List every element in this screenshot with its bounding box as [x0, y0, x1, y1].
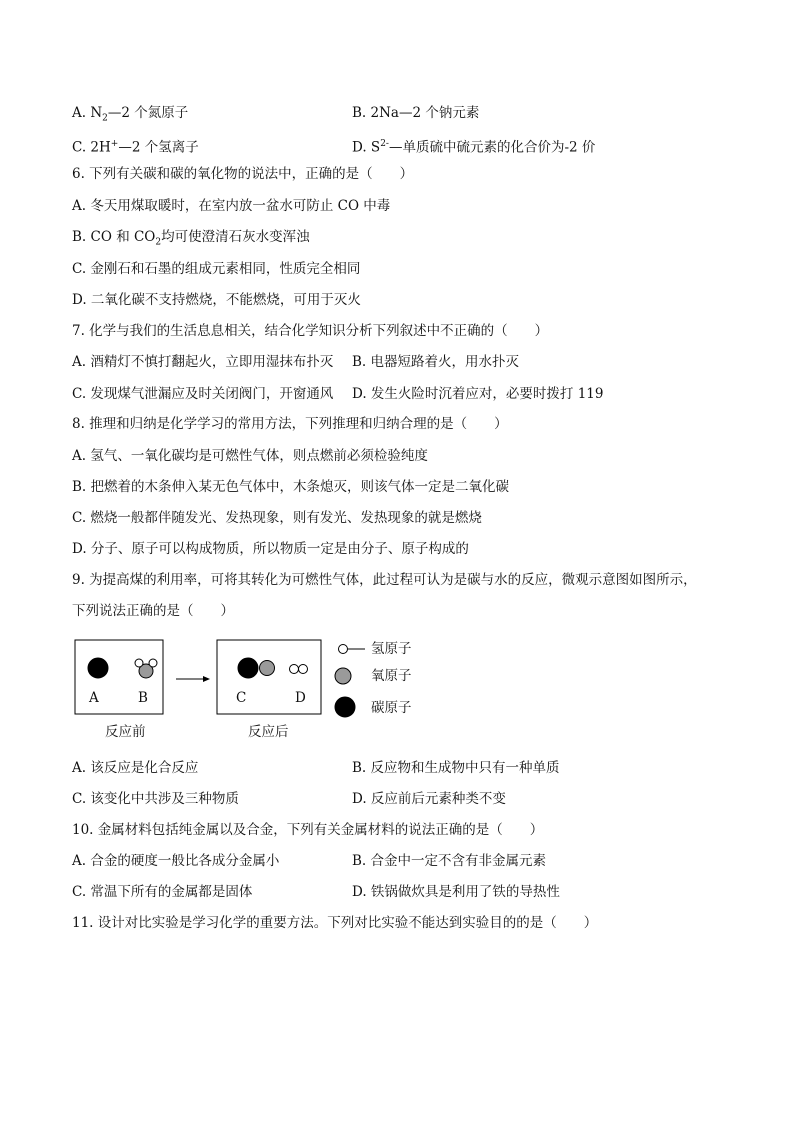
carbon-atom-a: [88, 658, 108, 678]
label-b: B: [138, 690, 148, 706]
legend-hydrogen-label: 氢原子: [371, 641, 412, 657]
hydrogen-atom-b1: [135, 659, 143, 667]
q9-option-b: B. 反应物和生成物中只有一种单质: [352, 760, 560, 776]
q9-option-a: A. 该反应是化合反应: [72, 760, 199, 776]
q5-option-d: D. $S^{2-}—$单质硫中硫元素的化合价为-2 价: [352, 139, 596, 156]
q7-option-a: A. 酒精灯不慎打翻起火，立即用湿抹布扑灭: [72, 354, 334, 370]
q8-option-a: A. 氢气、一氧化碳均是可燃性气体，则点燃前必须检验纯度: [72, 448, 428, 464]
q9-option-d: D. 反应前后元素种类不变: [352, 791, 506, 807]
q5-option-c: C. 2H+—2 个氢离子: [72, 139, 199, 156]
q10-option-a: A. 合金的硬度一般比各成分金属小: [72, 853, 280, 869]
q10-option-c: C. 常温下所有的金属都是固体: [72, 884, 253, 900]
legend-hydrogen-symbol: [339, 645, 348, 654]
caption-after: 反应后: [248, 724, 289, 740]
legend-oxygen-label: 氧原子: [371, 668, 412, 684]
q5-option-b: B. 2Na—2 个钠元素: [352, 105, 480, 121]
q6-stem: 6. 下列有关碳和碳的氧化物的说法中，正确的是（ ）: [72, 166, 414, 182]
q11-stem: 11. 设计对比实验是学习化学的重要方法。下列对比实验不能达到实验目的的是（ ）: [72, 915, 598, 931]
oxygen-atom-c: [260, 661, 275, 676]
label-c: C: [236, 690, 247, 706]
q8-stem: 8. 推理和归纳是化学学习的常用方法，下列推理和归纳合理的是（ ）: [72, 416, 508, 432]
q10-option-b: B. 合金中一定不含有非金属元素: [352, 853, 547, 869]
hydrogen-atom-d1: [290, 665, 299, 674]
q8-option-b: B. 把燃着的木条伸入某无色气体中，木条熄灭，则该气体一定是二氧化碳: [72, 479, 510, 495]
q9-option-c: C. 该变化中共涉及三种物质: [72, 791, 239, 807]
label-d: D: [295, 690, 306, 706]
q9-stem-line1: 9. 为提高煤的利用率，可将其转化为可燃性气体，此过程可认为是碳与水的反应，微观示意图如图所示，: [72, 572, 697, 588]
hydrogen-atom-d2: [299, 665, 308, 674]
q6-option-d: D. 二氧化碳不支持燃烧，不能燃烧，可用于灭火: [72, 292, 361, 308]
q7-option-b: B. 电器短路着火，用水扑灭: [352, 354, 520, 370]
caption-before: 反应前: [105, 724, 146, 740]
q10-option-d: D. 铁锅做炊具是利用了铁的导热性: [352, 884, 560, 900]
q7-stem: 7. 化学与我们的生活息息相关，结合化学知识分析下列叙述中不正确的（ ）: [72, 323, 549, 339]
q6-option-a: A. 冬天用煤取暖时，在室内放一盆水可防止 CO 中毒: [72, 198, 391, 214]
legend-carbon-label: 碳原子: [371, 700, 412, 716]
carbon-atom-c: [238, 658, 258, 678]
q6-option-c: C. 金刚石和石墨的组成元素相同，性质完全相同: [72, 261, 361, 277]
hydrogen-atom-b2: [149, 659, 157, 667]
reaction-arrow-head: [203, 676, 210, 682]
q6-option-b: B. CO 和 $CO_2$均可使澄清石灰水变浑浊: [72, 229, 310, 248]
q8-option-c: C. 燃烧一般都伴随发光、发热现象，则有发光、发热现象的就是燃烧: [72, 510, 482, 526]
q5-option-a: A. $N_2—2$ 个氮原子: [72, 105, 189, 124]
q7-option-c: C. 发现煤气泄漏应及时关闭阀门，开窗通风: [72, 386, 334, 402]
q10-stem: 10. 金属材料包括纯金属以及合金，下列有关金属材料的说法正确的是（ ）: [72, 822, 544, 838]
q7-option-d: D. 发生火险时沉着应对，必要时拨打 119: [352, 386, 604, 402]
q9-stem-line2: 下列说法正确的是（ ）: [72, 603, 234, 619]
legend-carbon-symbol: [335, 697, 355, 717]
label-a: A: [89, 690, 99, 706]
q8-option-d: D. 分子、原子可以构成物质，所以物质一定是由分子、原子构成的: [72, 541, 469, 557]
legend-oxygen-symbol: [335, 668, 351, 684]
